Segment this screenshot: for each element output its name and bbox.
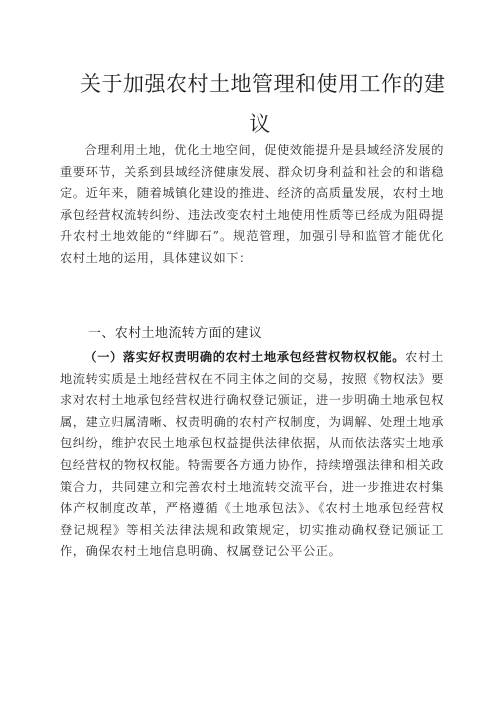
section-1-heading: 一、农村土地流转方面的建议: [88, 326, 263, 341]
document-title-line-1: 关于加强农村土地管理和使用工作的建: [80, 72, 446, 96]
document-title-line-2: 议: [249, 112, 271, 136]
intro-paragraph: 合理利用土地，优化土地空间，促使效能提升是县域经济发展的重要环节，关系到县域经济健康发展、群众切身利益和社会的和谐稳定。近年来，随着城镇化建设的推进、经济的高质量发展，农村土地承包经营权流转纠纷、违法改变农村土地使用性质等已经成为阻碍提升农村土地效能的“绊脚石”。规范管理，加强引导和监管才能优化农村土地的运用，具体建议如下：: [60, 143, 444, 265]
item-1-paragraph: [60, 347, 444, 563]
item-1-heading: （一）落实好权责明确的农村土地承包经营权物权权能。: [84, 350, 406, 364]
item-1-body: 农村土地流转实质是土地经营权在不同主体之间的交易，按照《物权法》要求对农村土地承包经营权进行确权登记颁证，进一步明确土地承包权属，建立归属清晰、权责明确的农村产权制度，为调解、处理土地承包纠纷，维护农民土地承包权益提供法律依据，从而依法落实土地承包经营权的物权权能。特需要各方通力协作，持续增强法律和相关政策合力，共同建立和完善农村土地流转交流平台，进一步推进农村集体产权制度改革，严格遵循《土地承包法》、《农村土地承包经营权登记规程》等相关法律法规和政策规定，切实推动确权登记颁证工作，确保农村土地信息明确、权属登记公平公正。: [60, 350, 444, 559]
